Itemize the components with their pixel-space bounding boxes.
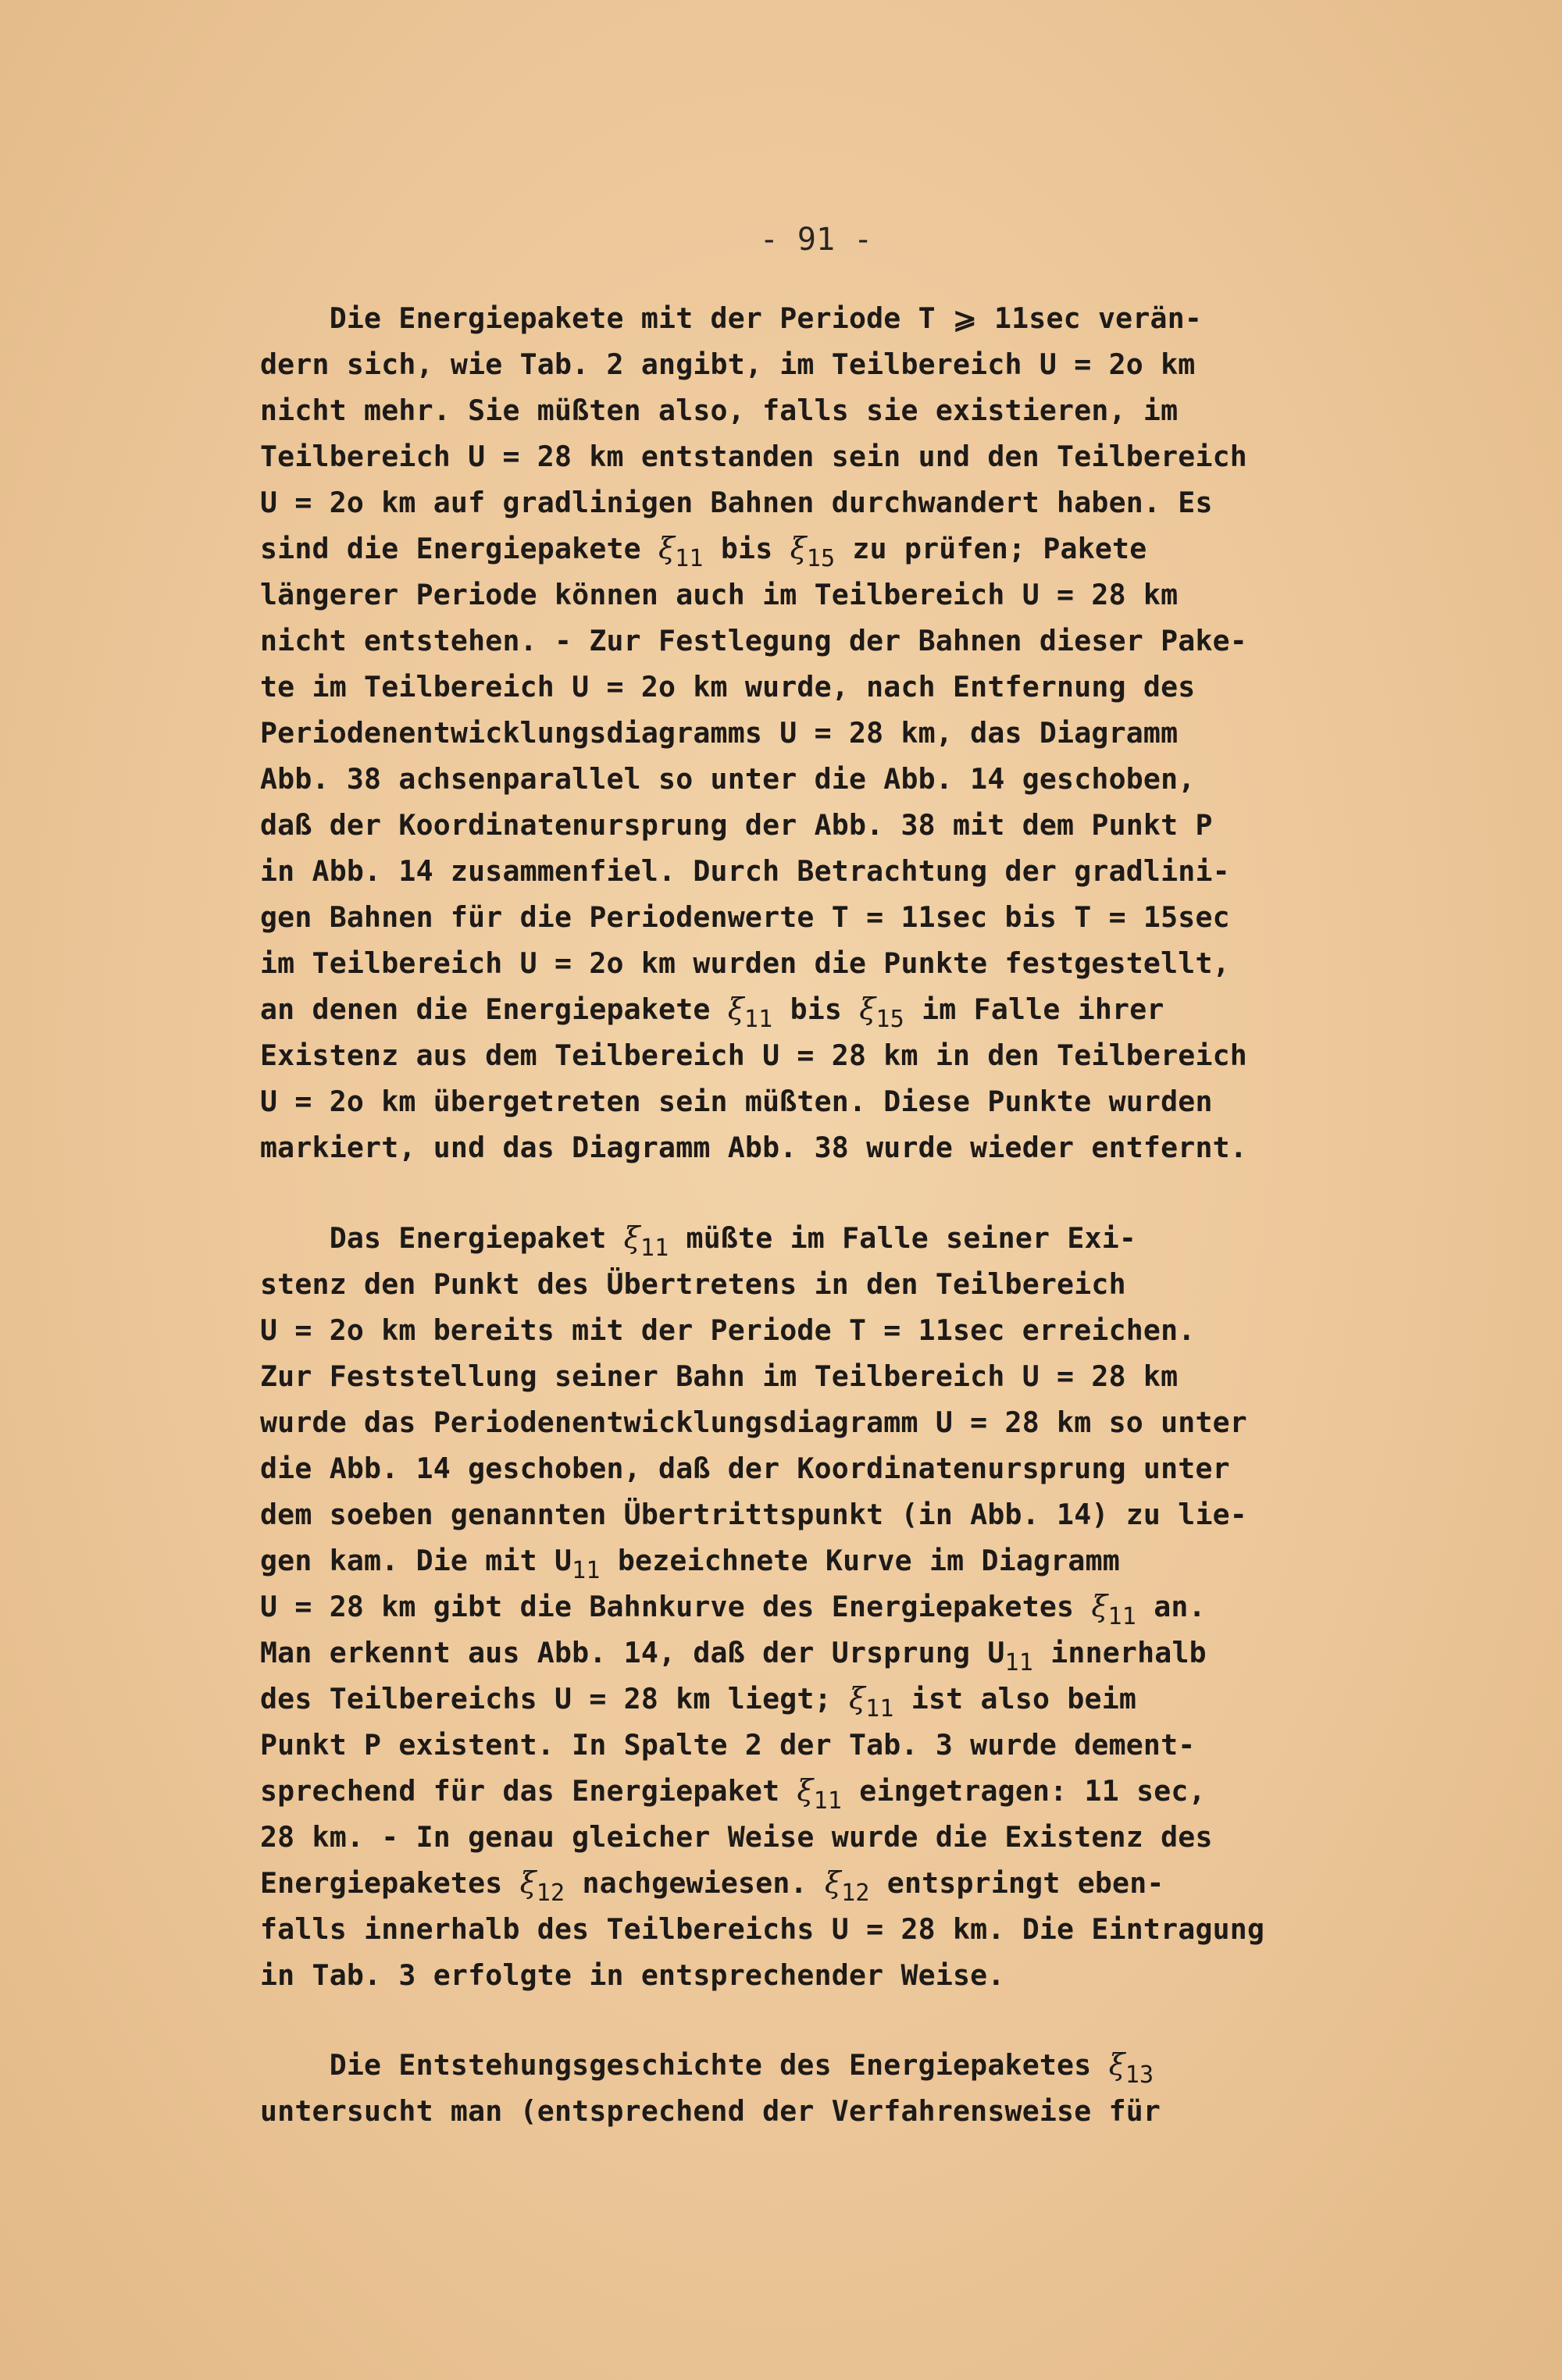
text-segment: bezeichnete Kurve im Diagramm [600, 1544, 1120, 1577]
text-line [260, 1722, 1369, 1768]
text-segment: Die Entstehungsgeschichte des Energiepaketes [260, 2048, 1109, 2082]
paragraph [260, 295, 1369, 1170]
text-segment: gen Bahnen für die Periodenwerte T = 11sec bis T = 15sec [260, 900, 1230, 934]
xi-symbol: ξ [623, 1220, 640, 1255]
text-line [260, 1491, 1369, 1537]
text-segment: Periodenentwicklungsdiagramms U = 28 km, das Diagramm [260, 716, 1179, 750]
text-segment: U = 2o km bereits mit der Periode T = 11sec erreichen. [260, 1313, 1196, 1347]
text-line [260, 1676, 1369, 1722]
xi-symbol: ξ [727, 992, 744, 1026]
text-segment: gen kam. Die mit U [260, 1544, 572, 1577]
subscript-index: 11 [813, 1787, 843, 1815]
text-segment: U = 28 km gibt die Bahnkurve des Energiepaketes [260, 1590, 1092, 1623]
subscript-index: 11 [865, 1695, 894, 1723]
text-line [260, 618, 1369, 664]
xi-symbol: ξ [658, 531, 676, 565]
text-segment: in Abb. 14 zusammenfiel. Durch Betrachtung der gradlini- [260, 854, 1230, 888]
text-segment: Punkt P existent. In Spalte 2 der Tab. 3 wurde dement- [260, 1728, 1196, 1762]
text-segment: eingetragen: 11 sec, [842, 1774, 1206, 1808]
xi-symbol: ξ [1091, 1589, 1108, 1623]
text-segment: bis [772, 992, 860, 1026]
text-segment: Teilbereich U = 28 km entstanden sein und den Teilbereich [260, 440, 1247, 473]
text-segment: 28 km. - In genau gleicher Weise wurde die Existenz des [260, 1820, 1213, 1854]
xi-symbol: ξ [859, 992, 876, 1026]
text-segment: des Teilbereichs U = 28 km liegt; [260, 1682, 849, 1716]
text-segment: längerer Periode können auch im Teilbereich U = 28 km [260, 578, 1179, 611]
subscript-index: 11 [675, 545, 704, 572]
text-segment: nachgewiesen. [565, 1866, 825, 1900]
text-segment: nicht mehr. Sie müßten also, falls sie existieren, im [260, 394, 1179, 427]
text-segment: innerhalb [1033, 1636, 1207, 1669]
text-segment: sprechend für das Energiepaket [260, 1774, 797, 1808]
xi-symbol: ξ [824, 1865, 842, 1900]
text-line [260, 295, 1369, 341]
text-line [260, 1768, 1369, 1814]
text-line [260, 848, 1369, 894]
text-segment: Zur Feststellung seiner Bahn im Teilbereich U = 28 km [260, 1359, 1179, 1393]
text-line [260, 1078, 1369, 1124]
text-line [260, 664, 1369, 710]
subscript-index: 11 [640, 1235, 669, 1262]
text-line [260, 1952, 1369, 1998]
text-line [260, 894, 1369, 940]
text-segment: an denen die Energiepakete [260, 992, 728, 1026]
text-segment: Existenz aus dem Teilbereich U = 28 km in den Teilbereich [260, 1039, 1247, 1072]
text-segment: entspringt eben- [869, 1866, 1164, 1900]
text-line [260, 526, 1369, 572]
text-segment: Das Energiepaket [260, 1221, 624, 1255]
subscript-index: 15 [806, 545, 836, 572]
text-line [260, 387, 1369, 433]
text-segment: wurde das Periodenentwicklungsdiagramm U = 28 km so unter [260, 1406, 1247, 1439]
text-segment: Man erkennt aus Abb. 14, daß der Ursprung U [260, 1636, 1005, 1669]
text-segment: dern sich, wie Tab. 2 angibt, im Teilbereich U = 2o km [260, 347, 1196, 381]
text-segment: im Falle ihrer [904, 992, 1164, 1026]
paragraph [260, 2042, 1369, 2134]
text-segment: daß der Koordinatenursprung der Abb. 38 mit dem Punkt P [260, 808, 1213, 842]
text-line [260, 710, 1369, 756]
text-segment: bis [703, 532, 790, 565]
text-segment: müßte im Falle seiner Exi- [669, 1221, 1137, 1255]
subscript-index: 12 [841, 1879, 870, 1907]
text-line [260, 986, 1369, 1032]
subscript-index: 13 [1125, 2061, 1154, 2089]
text-line [260, 1445, 1369, 1491]
text-line [260, 1906, 1369, 1952]
text-segment: Die Energiepakete mit der Periode T ⩾ 11sec verän- [260, 301, 1203, 335]
text-line [260, 341, 1369, 387]
text-segment: die Abb. 14 geschoben, daß der Koordinatenursprung unter [260, 1452, 1230, 1485]
xi-symbol: ξ [848, 1681, 866, 1716]
text-segment: Energiepaketes [260, 1866, 520, 1900]
text-line [260, 756, 1369, 802]
text-line [260, 1124, 1369, 1170]
text-line [260, 479, 1369, 526]
text-segment: te im Teilbereich U = 2o km wurde, nach Entfernung des [260, 670, 1196, 704]
text-segment: U = 2o km übergetreten sein müßten. Diese Punkte wurden [260, 1085, 1213, 1118]
paragraph [260, 1215, 1369, 1998]
text-line [260, 1399, 1369, 1445]
text-segment: sind die Energiepakete [260, 532, 659, 565]
text-line [260, 1860, 1369, 1906]
text-line [260, 1261, 1369, 1307]
text-segment: falls innerhalb des Teilbereichs U = 28 km. Die Eintragung [260, 1912, 1265, 1946]
text-line [260, 1307, 1369, 1353]
subscript-index: 15 [876, 1006, 904, 1033]
text-segment: zu prüfen; Pakete [835, 532, 1147, 565]
text-line [260, 1584, 1369, 1630]
text-line [260, 1537, 1369, 1584]
subscript-index: 11 [744, 1006, 773, 1033]
xi-symbol: ξ [1108, 2047, 1125, 2082]
text-segment: in Tab. 3 erfolgte in entsprechender Weise. [260, 1958, 1005, 1992]
text-line [260, 1353, 1369, 1399]
text-line [260, 433, 1369, 479]
text-segment: ist also beim [893, 1682, 1137, 1716]
text-line [260, 2088, 1369, 2134]
xi-symbol: ξ [790, 531, 807, 565]
text-line [260, 572, 1369, 618]
xi-symbol: ξ [797, 1773, 814, 1808]
text-segment: untersucht man (entsprechend der Verfahrensweise für [260, 2094, 1161, 2128]
text-segment: nicht entstehen. - Zur Festlegung der Bahnen dieser Pake- [260, 624, 1247, 657]
text-line [260, 2042, 1369, 2088]
text-segment: stenz den Punkt des Übertretens in den Teilbereich [260, 1267, 1126, 1301]
subscript-index: 11 [1004, 1649, 1034, 1676]
text-line [260, 1215, 1369, 1261]
text-segment: Abb. 38 achsenparallel so unter die Abb. 14 geschoben, [260, 762, 1196, 796]
text-line [260, 802, 1369, 848]
text-segment: dem soeben genannten Übertrittspunkt (in Abb. 14) zu lie- [260, 1498, 1247, 1531]
text-line [260, 940, 1369, 986]
subscript-index: 11 [572, 1557, 601, 1584]
text-segment: markiert, und das Diagramm Abb. 38 wurde wieder entfernt. [260, 1131, 1247, 1164]
xi-symbol: ξ [519, 1865, 537, 1900]
page-number: - 91 - [759, 222, 873, 258]
text-segment: U = 2o km auf gradlinigen Bahnen durchwandert haben. Es [260, 486, 1213, 519]
text-segment: im Teilbereich U = 2o km wurden die Punkte festgestellt, [260, 946, 1230, 980]
text-line [260, 1032, 1369, 1078]
text-segment: an. [1136, 1590, 1206, 1623]
text-line [260, 1630, 1369, 1676]
subscript-index: 11 [1107, 1603, 1137, 1630]
subscript-index: 12 [536, 1879, 565, 1907]
text-line [260, 1814, 1369, 1860]
